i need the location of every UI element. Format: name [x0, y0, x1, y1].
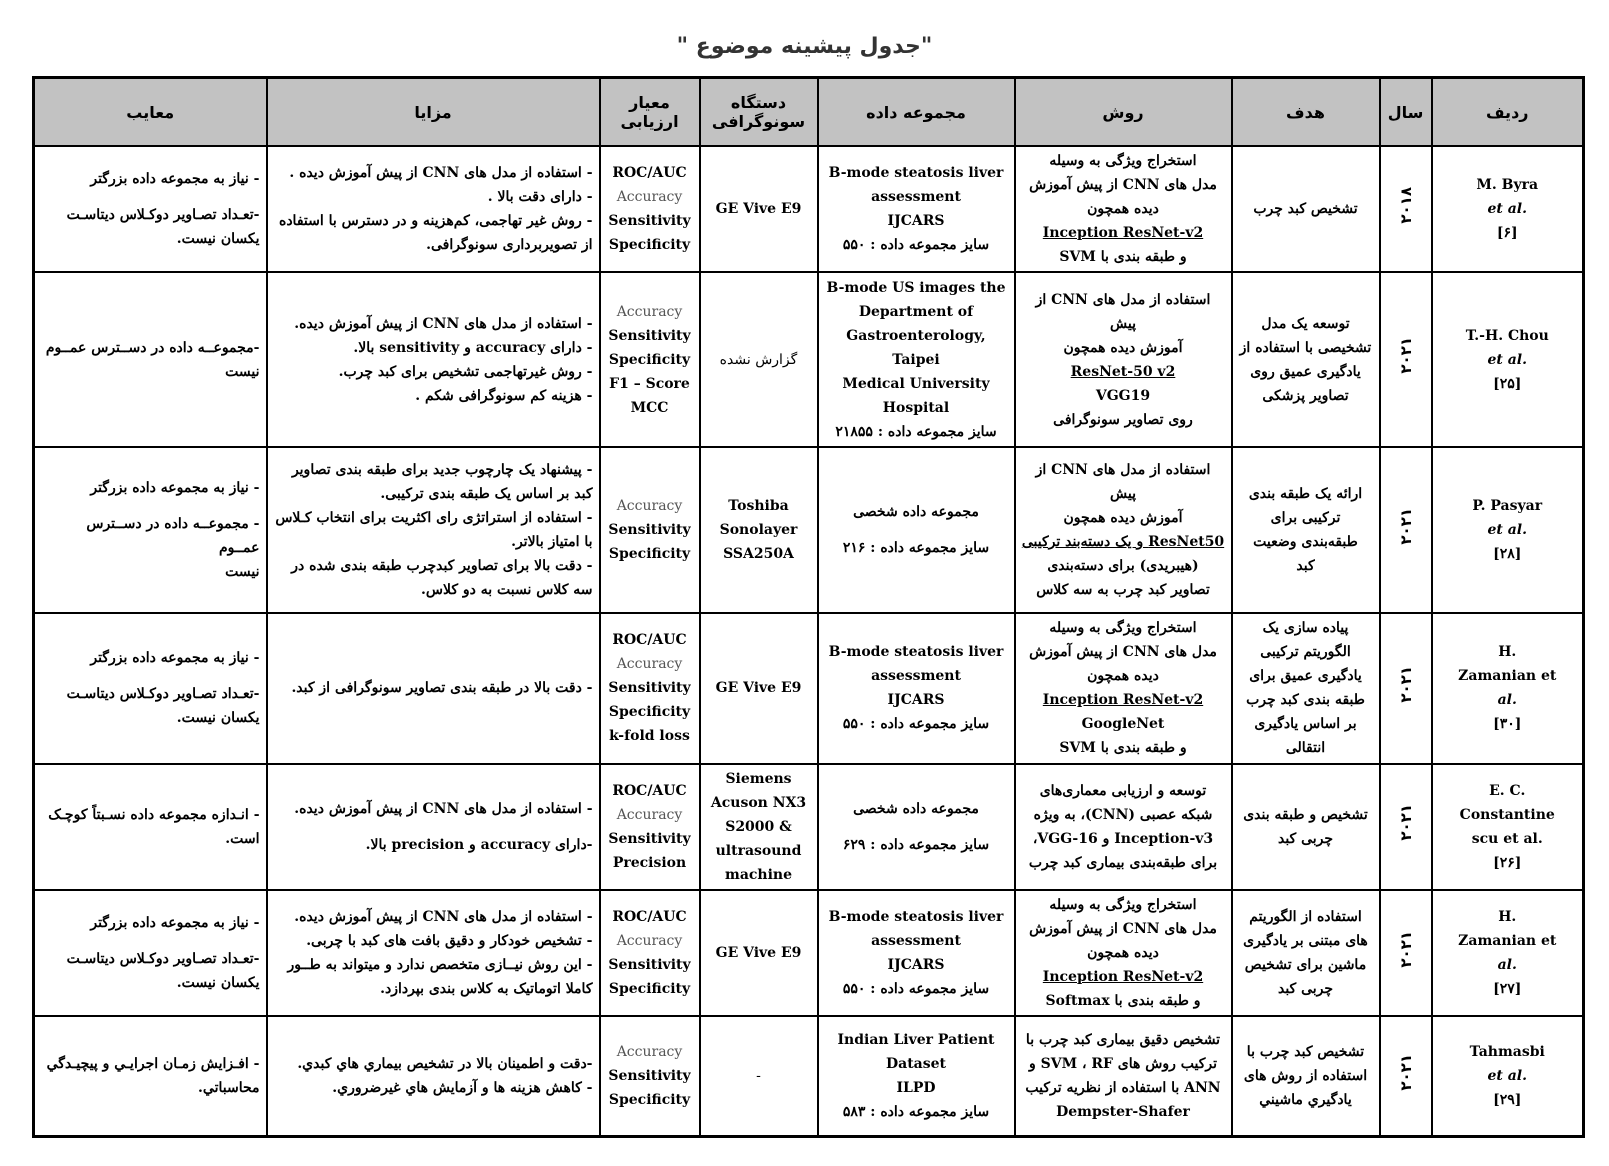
metric-cell	[600, 146, 700, 272]
cell-line: یکسان نیست.	[176, 231, 260, 248]
cell-line: T.-H. Chou	[1465, 327, 1549, 344]
cell-line: - مجموعــه داده در دســترس عمــوم	[86, 515, 260, 556]
cell-line: - هزینه کم سونوگرافی شکم .	[415, 387, 593, 404]
cell-line: ResNet50 و یک دسته‌بند ترکیبی	[1021, 533, 1225, 550]
year-value: ۲۰۲۱	[1396, 337, 1415, 374]
cell-line: al.	[1497, 692, 1517, 709]
cell-line: کبد	[1296, 557, 1315, 574]
cell-line: S2000 &	[725, 818, 792, 835]
cell-line: -مجموعــه داده در دســترس عمــوم	[45, 339, 260, 356]
cell-line: - نیاز به مجموعه داده بزرگتر	[90, 171, 260, 188]
cell-line: [۲۹]	[1493, 1092, 1522, 1109]
cell-line: و طبقه بندی با SVM	[1059, 740, 1187, 757]
metric-label: Specificity	[608, 545, 691, 562]
table-row	[34, 613, 1584, 763]
device-cell	[700, 890, 818, 1016]
cell-line: et al.	[1487, 351, 1527, 368]
table-row	[34, 272, 1584, 446]
cell-line: یادگیری عمیق روی	[1250, 363, 1361, 380]
cell-line: IJCARS	[887, 957, 945, 973]
goal-cell	[1232, 764, 1380, 890]
cell-line: ماشین برای تشخیص	[1244, 957, 1367, 973]
cell-line: - استفاده از استراتژی رای اکثریت برای انتخاب کـلاس	[275, 509, 593, 526]
cell-line: Acuson NX3	[710, 794, 807, 811]
cell-line: از تصویربرداری سونوگرافی.	[426, 237, 593, 254]
header-pros: مزایا	[267, 78, 600, 147]
cell-line: یادگیری عمیق برای	[1249, 668, 1362, 685]
method-cell	[1015, 272, 1232, 446]
cell-line: [۲۶]	[1493, 854, 1522, 871]
cell-line: machine	[725, 866, 792, 883]
cell-line: GE Vive E9	[715, 201, 802, 218]
cell-line: B-mode steatosis liver	[828, 165, 1004, 182]
cell-line: - روش غیر تهاجمی، کم‌هزینه و در دسترس با استفاده	[278, 213, 593, 230]
cell-line: - انـدازه مجموعه داده نسـبتاً کوچـک	[48, 806, 260, 823]
cell-line: Toshiba	[728, 497, 789, 514]
cell-line: - دارای accuracy و sensitivity بالا.	[353, 339, 593, 356]
pros-cell	[267, 146, 600, 272]
metric-cell	[600, 1016, 700, 1136]
cell-line: - استفاده از مدل های CNN از پیش آموزش دیده.	[294, 909, 593, 925]
header-device: دستگاه سونوگرافی	[700, 78, 818, 147]
metric-label: Accuracy	[616, 303, 683, 320]
year-value: ۲۰۲۱	[1396, 507, 1415, 545]
cell-line: سایز مجموعه داده : ۵۵۰	[842, 237, 990, 254]
cell-line: سایز مجموعه داده : ۵۵۰	[842, 981, 990, 997]
cell-line: انتقالی	[1285, 740, 1326, 757]
year-value: ۲۰۲۱	[1396, 666, 1415, 703]
cell-line: الگوریتم ترکیبی	[1260, 644, 1351, 661]
cell-line	[41, 191, 260, 203]
cell-line: - افـزايش زمـان اجرايـي و پيچيـدگي	[46, 1056, 260, 1073]
cell-line: - دقت بالا برای تصاویر کبدچرب طبقه بندی شده در	[291, 557, 593, 574]
pros-cell	[267, 764, 600, 890]
reference-cell	[1432, 890, 1584, 1016]
cell-line: -تعـداد تصـاویر دوکـلاس دیتاسـت	[66, 951, 260, 967]
header-metric: معیار ارزیابی	[600, 78, 700, 147]
cell-line: Department of	[858, 303, 974, 320]
table-row	[34, 1016, 1584, 1136]
year-cell	[1380, 613, 1432, 763]
cell-line: SSA250A	[723, 545, 794, 562]
device-cell	[700, 447, 818, 613]
cell-line	[825, 524, 1008, 536]
cell-line: دیده همچون	[1087, 201, 1159, 218]
metric-label: Sensitivity	[608, 830, 691, 847]
cell-line	[825, 821, 1008, 833]
cell-line: بر اساس یادگیری	[1254, 716, 1357, 733]
cell-line: -دقت و اطمينان بالا در تشخيص بيماري هاي كبدي.	[297, 1056, 593, 1073]
cell-line: assessment	[871, 189, 961, 206]
cell-line: [۳۰]	[1493, 716, 1522, 733]
metric-label: Accuracy	[616, 656, 683, 673]
metric-label: Sensitivity	[608, 213, 691, 230]
cell-line: طبقه بندی کبد چرب	[1246, 692, 1365, 709]
cell-line: Inception-v3 و VGG-16،	[1032, 830, 1214, 847]
cell-line: مدل های CNN از پیش آموزش	[1029, 644, 1217, 661]
metric-label: Accuracy	[616, 806, 683, 823]
cell-line: استفاده از الگوریتم	[1249, 909, 1362, 925]
cell-line: - كاهش هزينه ها و آزمايش هاي غيرضروري.	[332, 1080, 593, 1097]
cell-line	[41, 670, 260, 682]
device-cell	[700, 146, 818, 272]
metric-label: Sensitivity	[608, 521, 691, 538]
reference-cell	[1432, 447, 1584, 613]
cell-line: Inception ResNet-v2	[1042, 692, 1204, 709]
cell-line: -تعـداد تصـاویر دوکـلاس دیتاسـت	[66, 207, 260, 224]
cell-line: سایز مجموعه داده : ۵۸۳	[842, 1104, 990, 1121]
cell-line: Inception ResNet-v2	[1042, 225, 1204, 242]
cell-line	[274, 821, 593, 833]
cell-line: پیاده سازی یک	[1262, 620, 1349, 637]
cell-line: (هیبریدی) برای دسته‌بندی	[1047, 557, 1199, 574]
cell-line: Gastroenterology, Taipei	[846, 327, 986, 368]
method-cell	[1015, 447, 1232, 613]
device-cell	[700, 272, 818, 446]
cell-line: یکسان نیست.	[176, 710, 260, 727]
cons-cell	[34, 447, 267, 613]
year-cell	[1380, 1016, 1432, 1136]
cell-line: تشخیصی با استفاده از	[1239, 339, 1372, 356]
cell-line: [۲۸]	[1493, 545, 1522, 562]
cons-cell	[34, 613, 267, 763]
cell-line: تشخیص دقیق بیماری کبد چرب با	[1025, 1032, 1221, 1049]
cell-line: کاملا اتوماتیک به کلاس بندی بپردازد.	[380, 981, 593, 997]
year-cell	[1380, 146, 1432, 272]
pros-cell	[267, 890, 600, 1016]
method-cell	[1015, 764, 1232, 890]
metric-label: k-fold loss	[609, 728, 690, 745]
year-cell	[1380, 890, 1432, 1016]
dataset-cell	[818, 764, 1015, 890]
cell-line: IJCARS	[887, 692, 945, 709]
cell-line: - تشخیص خودکار و دقیق بافت های کبد با چربی.	[306, 933, 593, 949]
cell-line: با امتیاز بالاتر.	[511, 533, 593, 550]
year-value: ۲۰۱۸	[1396, 186, 1415, 224]
cell-line: استخراج ویژگی به وسیله	[1049, 897, 1197, 913]
metric-label: ROC/AUC	[612, 782, 687, 799]
cell-line: توسعه یک مدل	[1261, 315, 1350, 332]
cell-line: ترکیبی برای	[1270, 509, 1341, 526]
cell-line: مجموعه داده شخصی	[853, 503, 979, 520]
cell-line: -	[756, 1068, 761, 1085]
cell-line: - استفاده از مدل های CNN از پیش آموزش دیده .	[289, 165, 593, 182]
header-row	[34, 78, 1584, 147]
cell-line: تشخیص کبد چرب با	[1246, 1044, 1365, 1061]
metric-label: Sensitivity	[608, 1068, 691, 1085]
header-cons: معایب	[34, 78, 267, 147]
cell-line: دیده همچون	[1087, 945, 1159, 961]
cell-line: et al.	[1487, 1068, 1527, 1085]
cell-line: B-mode steatosis liver	[828, 644, 1004, 661]
cell-line: B-mode US images the	[826, 279, 1006, 296]
cell-line: محاسباتي.	[198, 1080, 260, 1097]
cell-line: VGG19	[1095, 387, 1151, 404]
method-cell	[1015, 146, 1232, 272]
year-cell	[1380, 272, 1432, 446]
cons-cell	[34, 272, 267, 446]
cell-line: [۲۷]	[1493, 981, 1522, 997]
cell-line: استخراج ویژگی به وسیله	[1049, 153, 1197, 170]
cell-line: کبد بر اساس یک طبقه بندی ترکیبی.	[380, 485, 593, 502]
header-row-id: ردیف	[1432, 78, 1584, 147]
year-cell	[1380, 447, 1432, 613]
cell-line: استفاده از مدل های CNN از پیش	[1035, 461, 1211, 502]
cell-line: ارائه یک طبقه بندی	[1248, 485, 1363, 502]
metric-label: Specificity	[608, 1092, 691, 1109]
dataset-cell	[818, 890, 1015, 1016]
dataset-cell	[818, 613, 1015, 763]
cell-line: برای طبقه‌بندی بیماری کبد چرب	[1028, 854, 1218, 871]
cell-line: et al.	[1487, 521, 1527, 538]
year-value: ۲۰۲۱	[1396, 804, 1415, 841]
goal-cell	[1232, 1016, 1380, 1136]
cell-line: Siemens	[725, 770, 792, 787]
cell-line: نیست	[225, 563, 260, 580]
header-dataset: مجموعه داده	[818, 78, 1015, 147]
cell-line: - دقت بالا در طبقه بندی تصاویر سونوگرافی از کبد.	[291, 680, 593, 697]
metric-label: ROC/AUC	[612, 165, 687, 182]
method-cell	[1015, 613, 1232, 763]
cell-line: al.	[1497, 957, 1517, 973]
reference-cell	[1432, 1016, 1584, 1136]
dataset-cell	[818, 146, 1015, 272]
cell-line: GE Vive E9	[715, 680, 802, 697]
year-cell	[1380, 764, 1432, 890]
cons-cell	[34, 764, 267, 890]
cell-line: Sonolayer	[719, 521, 798, 538]
cell-line: ResNet-50 v2	[1070, 363, 1176, 380]
cell-line: سایز مجموعه داده : ۲۱۶	[842, 539, 990, 556]
table-row	[34, 764, 1584, 890]
cell-line: Indian Liver Patient	[837, 1032, 995, 1049]
table-row	[34, 890, 1584, 1016]
metric-cell	[600, 764, 700, 890]
year-value: ۲۰۲۱	[1396, 930, 1415, 968]
cell-line: Inception ResNet-v2	[1042, 969, 1204, 985]
cell-line: - نیاز به مجموعه داده بزرگتر	[90, 479, 260, 496]
metric-label: Specificity	[608, 704, 691, 721]
cell-line: Medical University	[842, 375, 990, 392]
cell-line: scu et al.	[1471, 830, 1543, 847]
metric-label: Accuracy	[616, 1044, 683, 1061]
page-title: "جدول پیشینه موضوع "	[676, 34, 933, 59]
cell-line: - این روش نیــازی متخصص ندارد و میتواند به طــور	[287, 957, 593, 973]
dataset-cell	[818, 272, 1015, 446]
table-row	[34, 447, 1584, 613]
metric-cell	[600, 272, 700, 446]
reference-cell	[1432, 272, 1584, 446]
metric-label: F1 – Score	[609, 375, 690, 392]
cell-line: Zamanian et	[1458, 668, 1557, 685]
device-cell	[700, 613, 818, 763]
pros-cell	[267, 613, 600, 763]
cell-line: - نیاز به مجموعه داده بزرگتر	[90, 650, 260, 667]
dataset-cell	[818, 447, 1015, 613]
cell-line: تشخیص کبد چرب	[1253, 201, 1358, 218]
cell-line: آموزش دیده همچون	[1063, 339, 1183, 356]
metric-label: ROC/AUC	[612, 909, 687, 925]
cons-cell	[34, 146, 267, 272]
pros-cell	[267, 272, 600, 446]
cell-line	[41, 935, 260, 947]
cell-line: گزارش نشده	[719, 351, 798, 368]
metric-label: MCC	[630, 399, 669, 416]
cell-line: سه کلاس نسبت به دو کلاس.	[421, 581, 593, 598]
cell-line: - پیشنهاد یک چارچوب جدید برای طبقه بندی تصاویر	[291, 461, 593, 478]
dataset-cell	[818, 1016, 1015, 1136]
method-cell	[1015, 1016, 1232, 1136]
cell-line: assessment	[871, 933, 961, 949]
reference-cell	[1432, 613, 1584, 763]
goal-cell	[1232, 447, 1380, 613]
table-row	[34, 146, 1584, 272]
cell-line: E. C.	[1489, 782, 1526, 799]
cell-line: H.	[1498, 644, 1517, 661]
cell-line: H.	[1498, 909, 1517, 925]
cell-line: و طبقه بندی با SVM	[1059, 249, 1187, 266]
cell-line: استفاده از مدل های CNN از پیش	[1035, 291, 1211, 332]
year-value: ۲۰۲۱	[1396, 1053, 1415, 1091]
cell-line: استفاده از روش های	[1243, 1068, 1368, 1085]
cell-line: et al.	[1487, 201, 1527, 218]
cell-line: سایز مجموعه داده : ۵۵۰	[842, 716, 990, 733]
cell-line: آموزش دیده همچون	[1063, 509, 1183, 526]
goal-cell	[1232, 890, 1380, 1016]
cell-line: مجموعه داده شخصی	[853, 800, 979, 817]
device-cell	[700, 1016, 818, 1136]
header-method: روش	[1015, 78, 1232, 147]
goal-cell	[1232, 272, 1380, 446]
cell-line: یادگیري ماشيني	[1259, 1092, 1352, 1109]
metric-label: Specificity	[608, 237, 691, 254]
metric-label: Precision	[612, 854, 687, 871]
metric-label: Sensitivity	[608, 680, 691, 697]
cell-line: طبقه‌بندی وضعیت	[1253, 533, 1358, 550]
method-cell	[1015, 890, 1232, 1016]
metric-label: Sensitivity	[608, 327, 691, 344]
cell-line: - استفاده از مدل های CNN از پیش آموزش دیده.	[294, 800, 593, 817]
cons-cell	[34, 1016, 267, 1136]
device-cell	[700, 764, 818, 890]
cell-line: توسعه و ارزیابی معماری‌های	[1039, 782, 1207, 799]
cell-line: دیده همچون	[1087, 668, 1159, 685]
cell-line: سایز مجموعه داده : ۶۲۹	[842, 836, 990, 853]
cell-line: Zamanian et	[1458, 933, 1557, 949]
cell-line: Dataset	[885, 1056, 946, 1073]
cell-line: ultrasound	[715, 842, 802, 859]
cell-line: استخراج ویژگی به وسیله	[1049, 620, 1197, 637]
metric-label: Accuracy	[616, 933, 683, 949]
cell-line: تصاویر پزشکی	[1262, 387, 1349, 404]
cell-line: GoogleNet	[1081, 716, 1165, 733]
cell-line: است.	[225, 830, 260, 847]
cell-line: [۲۵]	[1493, 375, 1522, 392]
cell-line: assessment	[871, 668, 961, 685]
cell-line: نیست	[225, 363, 260, 380]
cell-line: Dempster-Shafer	[1056, 1104, 1190, 1121]
cell-line: IJCARS	[887, 213, 945, 230]
goal-cell	[1232, 613, 1380, 763]
cell-line: چربی کبد	[1277, 981, 1334, 997]
metric-label: Accuracy	[616, 189, 683, 206]
cell-line: GE Vive E9	[715, 945, 802, 961]
cell-line: -دارای accuracy و precision بالا.	[365, 836, 593, 853]
metric-label: Sensitivity	[608, 957, 691, 973]
cell-line: های مبتنی بر یادگیری	[1243, 933, 1368, 949]
cons-cell	[34, 890, 267, 1016]
cell-line: - استفاده از مدل های CNN از پیش آموزش دیده.	[294, 315, 593, 332]
cell-line: تصاویر کبد چرب به سه کلاس	[1036, 581, 1210, 598]
metric-label: Accuracy	[616, 497, 683, 514]
cell-line: Tahmasbi	[1469, 1044, 1545, 1061]
cell-line: Constantine	[1459, 806, 1555, 823]
cell-line: چربی کبد	[1277, 830, 1334, 847]
metric-cell	[600, 447, 700, 613]
cell-line: روی تصاویر سونوگرافی	[1053, 411, 1193, 428]
pros-cell	[267, 1016, 600, 1136]
literature-table	[32, 76, 1585, 1138]
cell-line: ANN با استفاده از نظریه ترکیب	[1025, 1080, 1221, 1097]
cell-line: M. Byra	[1476, 177, 1539, 194]
cell-line: سایز مجموعه داده : ۲۱۸۵۵	[835, 423, 997, 440]
table-body	[34, 146, 1584, 1137]
reference-cell	[1432, 146, 1584, 272]
header-year: سال	[1380, 78, 1432, 147]
cell-line	[41, 500, 260, 512]
goal-cell	[1232, 146, 1380, 272]
metric-label: ROC/AUC	[612, 632, 687, 649]
cell-line: ترکیب روش های SVM ، RF و	[1028, 1056, 1218, 1073]
cell-line: مدل های CNN از پیش آموزش	[1029, 177, 1217, 194]
cell-line: تشخیص و طبقه بندی	[1243, 806, 1368, 823]
cell-line: - دارای دقت بالا .	[487, 189, 593, 206]
cell-line: یکسان نیست.	[176, 975, 260, 991]
cell-line: شبکه عصبی (CNN)، به ویژه	[1033, 806, 1213, 823]
cell-line: - نیاز به مجموعه داده بزرگتر	[90, 915, 260, 931]
cell-line: -تعـداد تصـاویر دوکـلاس دیتاسـت	[66, 686, 260, 703]
cell-line: B-mode steatosis liver	[828, 909, 1004, 925]
metric-label: Specificity	[608, 351, 691, 368]
reference-cell	[1432, 764, 1584, 890]
cell-line: P. Pasyar	[1472, 497, 1543, 514]
metric-cell	[600, 613, 700, 763]
metric-cell	[600, 890, 700, 1016]
cell-line: Hospital	[882, 399, 950, 416]
cell-line: و طبقه بندی با Softmax	[1045, 993, 1201, 1009]
cell-line: - روش غیرتهاجمی تشخیص برای کبد چرب.	[338, 363, 593, 380]
pros-cell	[267, 447, 600, 613]
cell-line: [۶]	[1496, 225, 1518, 242]
metric-label: Specificity	[608, 981, 691, 997]
header-goal: هدف	[1232, 78, 1380, 147]
cell-line: مدل های CNN از پیش آموزش	[1029, 921, 1217, 937]
cell-line: ILPD	[896, 1080, 936, 1097]
